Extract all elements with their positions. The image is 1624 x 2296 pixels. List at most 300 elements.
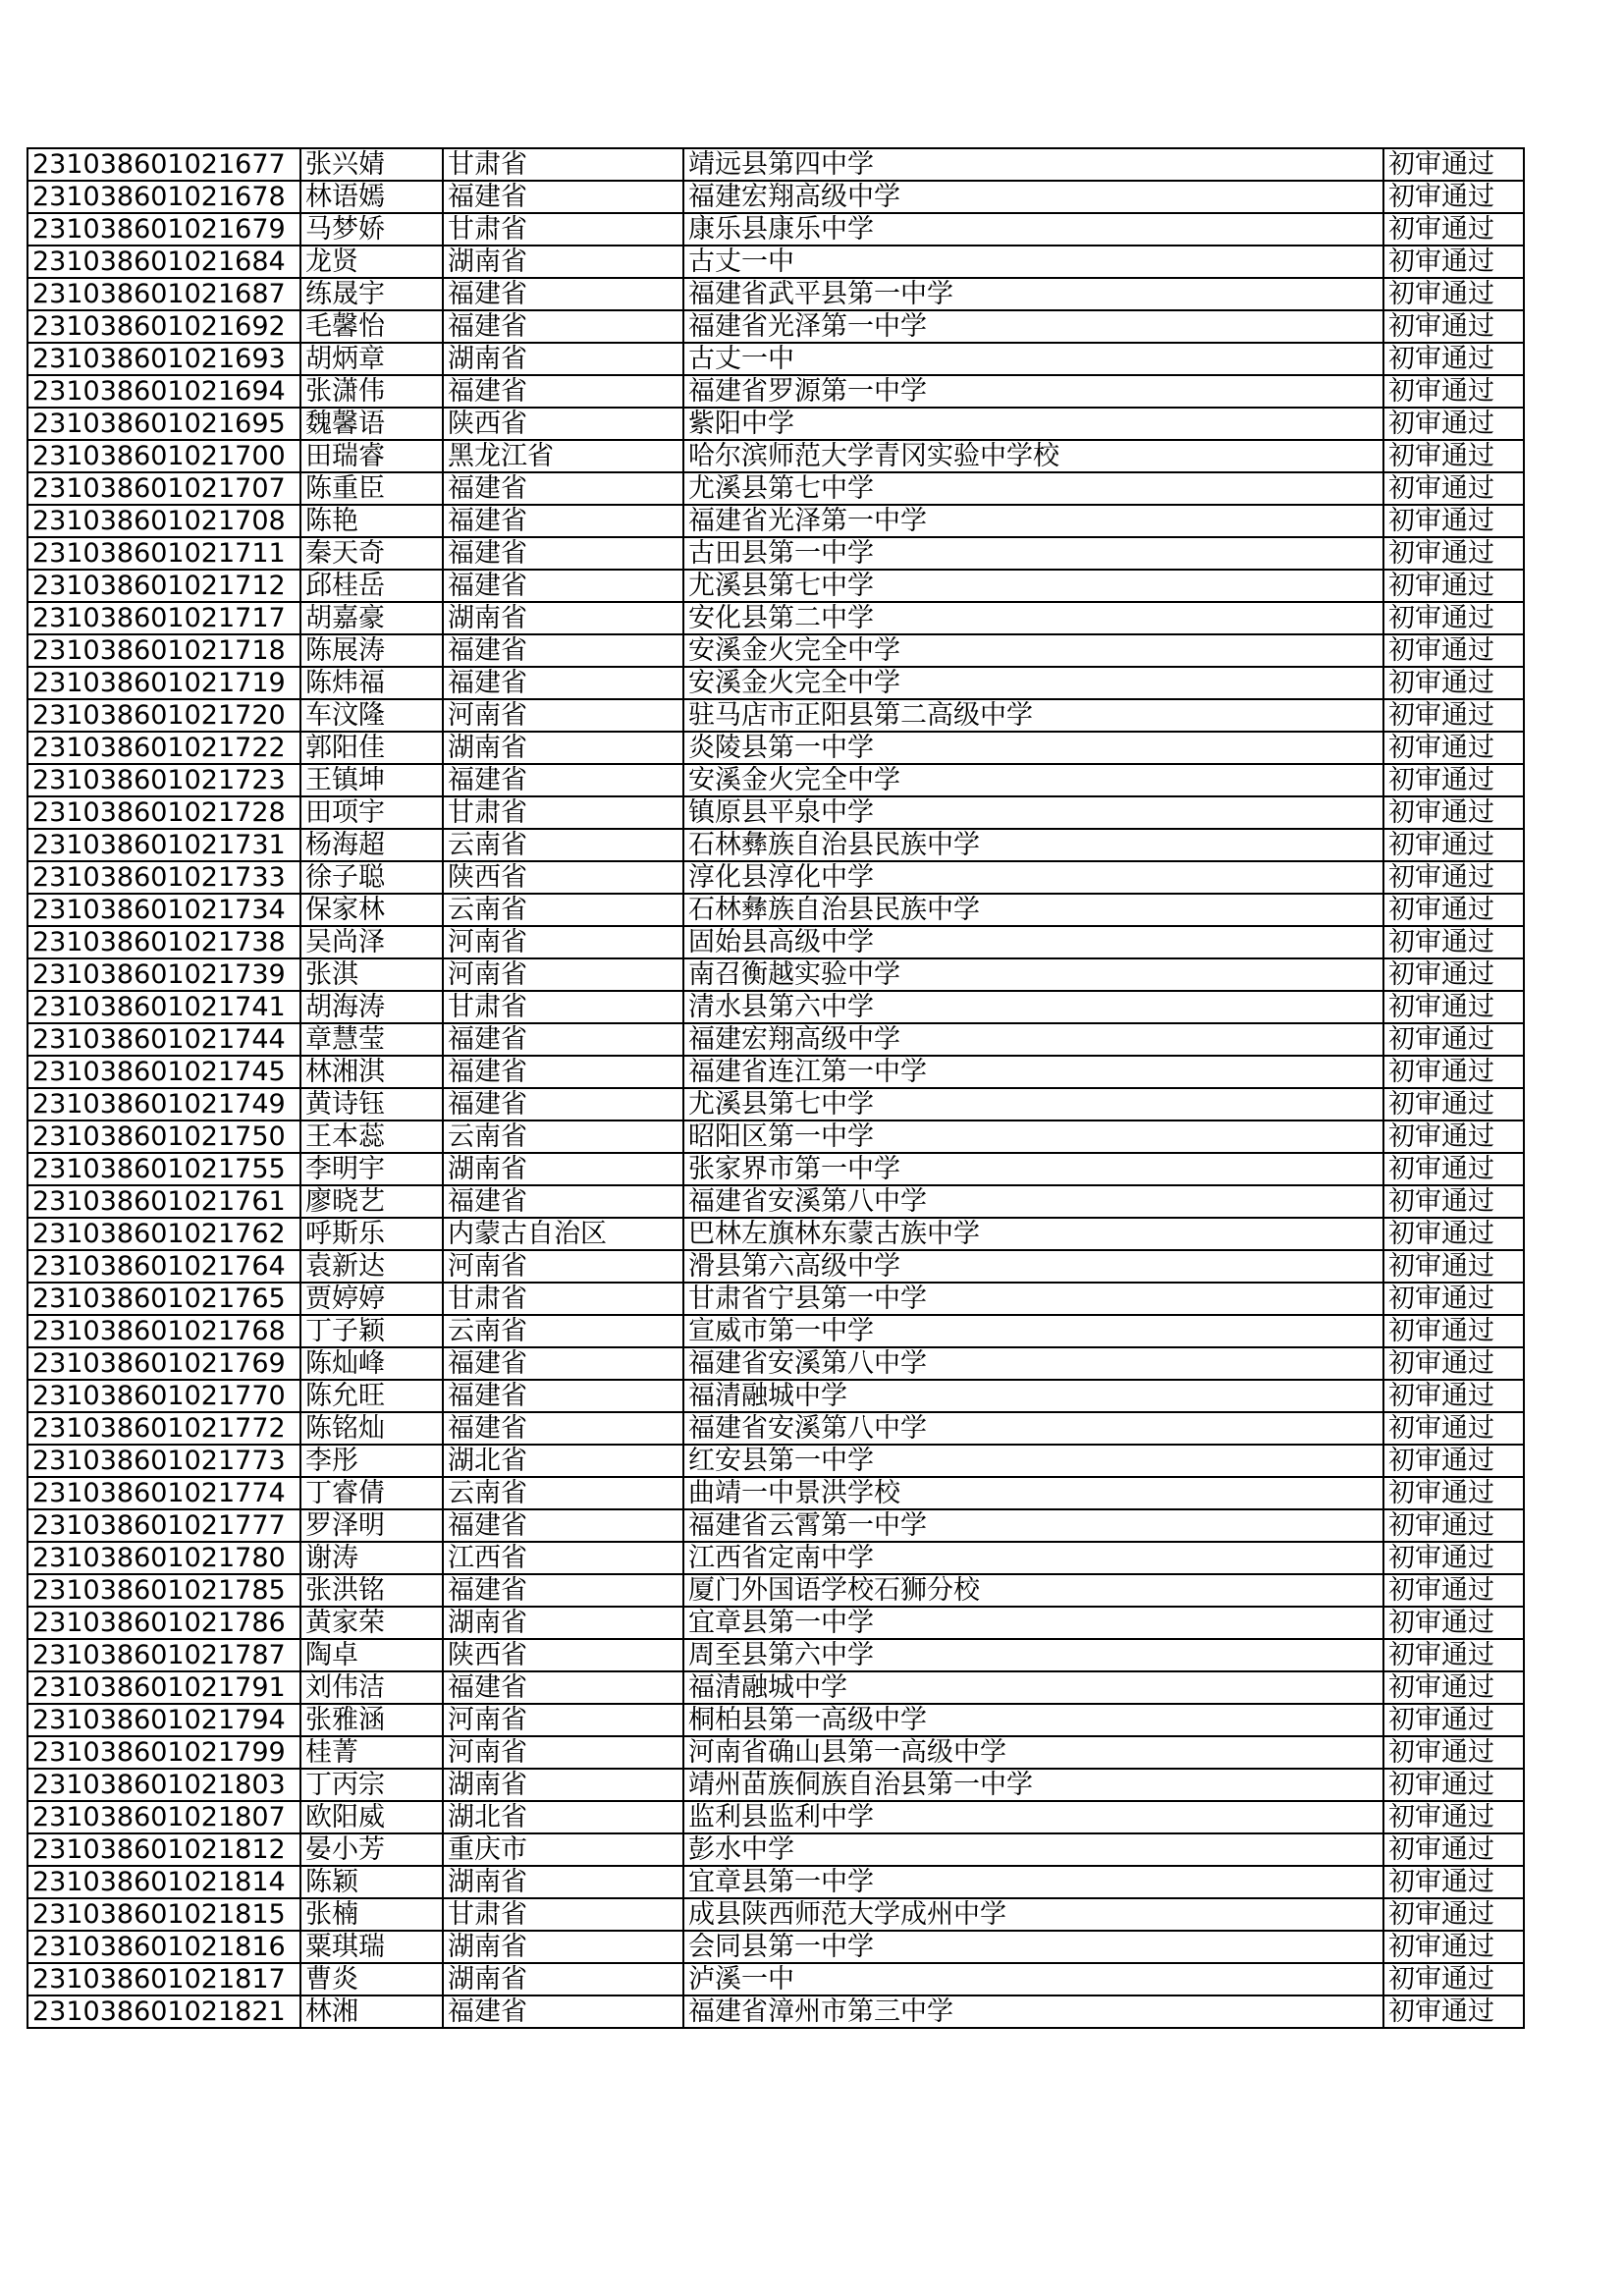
id-cell: 231038601021799 — [27, 1736, 300, 1769]
id-cell: 231038601021807 — [27, 1801, 300, 1833]
school-cell: 靖远县第四中学 — [683, 148, 1383, 181]
school-cell: 昭阳区第一中学 — [683, 1121, 1383, 1153]
province-cell: 福建省 — [443, 1412, 683, 1445]
id-cell: 231038601021722 — [27, 732, 300, 764]
province-cell: 湖南省 — [443, 1769, 683, 1801]
school-cell: 古丈一中 — [683, 246, 1383, 278]
table-row — [27, 1898, 1524, 1931]
status-cell: 初审通过 — [1383, 634, 1524, 667]
status-cell: 初审通过 — [1383, 1704, 1524, 1736]
id-cell: 231038601021787 — [27, 1639, 300, 1671]
status-cell: 初审通过 — [1383, 1445, 1524, 1477]
table-row — [27, 1477, 1524, 1509]
province-cell: 福建省 — [443, 667, 683, 699]
school-cell: 福建省云霄第一中学 — [683, 1509, 1383, 1542]
id-cell: 231038601021785 — [27, 1574, 300, 1607]
province-cell: 甘肃省 — [443, 796, 683, 829]
province-cell: 云南省 — [443, 1121, 683, 1153]
status-cell: 初审通过 — [1383, 894, 1524, 926]
province-cell: 福建省 — [443, 1671, 683, 1704]
school-cell: 古丈一中 — [683, 343, 1383, 375]
name-cell: 粟琪瑞 — [300, 1931, 443, 1963]
name-cell: 胡嘉豪 — [300, 602, 443, 634]
name-cell: 林湘淇 — [300, 1056, 443, 1088]
school-cell: 成县陕西师范大学成州中学 — [683, 1898, 1383, 1931]
status-cell: 初审通过 — [1383, 1056, 1524, 1088]
school-cell: 安化县第二中学 — [683, 602, 1383, 634]
name-cell: 龙贤 — [300, 246, 443, 278]
province-cell: 陕西省 — [443, 408, 683, 440]
status-cell: 初审通过 — [1383, 1574, 1524, 1607]
name-cell: 黄家荣 — [300, 1607, 443, 1639]
school-cell: 福建省光泽第一中学 — [683, 310, 1383, 343]
table-row — [27, 343, 1524, 375]
province-cell: 河南省 — [443, 1250, 683, 1283]
id-cell: 231038601021711 — [27, 537, 300, 570]
name-cell: 黄诗钰 — [300, 1088, 443, 1121]
school-cell: 江西省定南中学 — [683, 1542, 1383, 1574]
status-cell: 初审通过 — [1383, 505, 1524, 537]
school-cell: 会同县第一中学 — [683, 1931, 1383, 1963]
id-cell: 231038601021812 — [27, 1833, 300, 1866]
name-cell: 丁睿倩 — [300, 1477, 443, 1509]
table-row — [27, 991, 1524, 1023]
province-cell: 福建省 — [443, 764, 683, 796]
name-cell: 林湘 — [300, 1995, 443, 2028]
id-cell: 231038601021770 — [27, 1380, 300, 1412]
school-cell: 淳化县淳化中学 — [683, 861, 1383, 894]
school-cell: 石林彝族自治县民族中学 — [683, 829, 1383, 861]
school-cell: 周至县第六中学 — [683, 1639, 1383, 1671]
school-cell: 宜章县第一中学 — [683, 1866, 1383, 1898]
table-row — [27, 1347, 1524, 1380]
status-cell: 初审通过 — [1383, 310, 1524, 343]
province-cell: 福建省 — [443, 1509, 683, 1542]
province-cell: 河南省 — [443, 699, 683, 732]
name-cell: 张洪铭 — [300, 1574, 443, 1607]
name-cell: 罗泽明 — [300, 1509, 443, 1542]
table-row — [27, 408, 1524, 440]
id-cell: 231038601021786 — [27, 1607, 300, 1639]
province-cell: 福建省 — [443, 1185, 683, 1218]
school-cell: 尤溪县第七中学 — [683, 570, 1383, 602]
school-cell: 古田县第一中学 — [683, 537, 1383, 570]
id-cell: 231038601021677 — [27, 148, 300, 181]
province-cell: 云南省 — [443, 894, 683, 926]
school-cell: 尤溪县第七中学 — [683, 1088, 1383, 1121]
province-cell: 湖南省 — [443, 1607, 683, 1639]
id-cell: 231038601021708 — [27, 505, 300, 537]
id-cell: 231038601021738 — [27, 926, 300, 958]
status-cell: 初审通过 — [1383, 440, 1524, 472]
name-cell: 贾婷婷 — [300, 1283, 443, 1315]
name-cell: 晏小芳 — [300, 1833, 443, 1866]
province-cell: 江西省 — [443, 1542, 683, 1574]
name-cell: 田项宇 — [300, 796, 443, 829]
school-cell: 宣威市第一中学 — [683, 1315, 1383, 1347]
status-cell: 初审通过 — [1383, 1898, 1524, 1931]
table-row — [27, 1736, 1524, 1769]
table-row — [27, 1153, 1524, 1185]
table-row — [27, 310, 1524, 343]
name-cell: 谢涛 — [300, 1542, 443, 1574]
status-cell: 初审通过 — [1383, 1866, 1524, 1898]
table-row — [27, 505, 1524, 537]
province-cell: 湖北省 — [443, 1801, 683, 1833]
province-cell: 云南省 — [443, 1477, 683, 1509]
status-cell: 初审通过 — [1383, 829, 1524, 861]
name-cell: 李明宇 — [300, 1153, 443, 1185]
school-cell: 驻马店市正阳县第二高级中学 — [683, 699, 1383, 732]
id-cell: 231038601021777 — [27, 1509, 300, 1542]
school-cell: 安溪金火完全中学 — [683, 634, 1383, 667]
table-row — [27, 1671, 1524, 1704]
school-cell: 哈尔滨师范大学青冈实验中学校 — [683, 440, 1383, 472]
status-cell: 初审通过 — [1383, 667, 1524, 699]
id-cell: 231038601021694 — [27, 375, 300, 408]
table-row — [27, 699, 1524, 732]
id-cell: 231038601021780 — [27, 1542, 300, 1574]
name-cell: 丁子颖 — [300, 1315, 443, 1347]
status-cell: 初审通过 — [1383, 1185, 1524, 1218]
school-cell: 尤溪县第七中学 — [683, 472, 1383, 505]
table-row — [27, 1607, 1524, 1639]
status-cell: 初审通过 — [1383, 764, 1524, 796]
table-row — [27, 667, 1524, 699]
status-cell: 初审通过 — [1383, 1250, 1524, 1283]
id-cell: 231038601021700 — [27, 440, 300, 472]
status-cell: 初审通过 — [1383, 1477, 1524, 1509]
school-cell: 泸溪一中 — [683, 1963, 1383, 1995]
id-cell: 231038601021734 — [27, 894, 300, 926]
name-cell: 陈允旺 — [300, 1380, 443, 1412]
name-cell: 张雅涵 — [300, 1704, 443, 1736]
table-row — [27, 246, 1524, 278]
province-cell: 福建省 — [443, 278, 683, 310]
id-cell: 231038601021739 — [27, 958, 300, 991]
table-row — [27, 213, 1524, 246]
name-cell: 魏馨语 — [300, 408, 443, 440]
status-cell: 初审通过 — [1383, 213, 1524, 246]
status-cell: 初审通过 — [1383, 472, 1524, 505]
status-cell: 初审通过 — [1383, 1769, 1524, 1801]
province-cell: 福建省 — [443, 1574, 683, 1607]
status-cell: 初审通过 — [1383, 1380, 1524, 1412]
status-cell: 初审通过 — [1383, 408, 1524, 440]
school-cell: 福建宏翔高级中学 — [683, 1023, 1383, 1056]
province-cell: 福建省 — [443, 537, 683, 570]
status-cell: 初审通过 — [1383, 1347, 1524, 1380]
name-cell: 廖晓艺 — [300, 1185, 443, 1218]
province-cell: 福建省 — [443, 310, 683, 343]
table-row — [27, 1121, 1524, 1153]
status-cell: 初审通过 — [1383, 1509, 1524, 1542]
status-cell: 初审通过 — [1383, 1088, 1524, 1121]
school-cell: 厦门外国语学校石狮分校 — [683, 1574, 1383, 1607]
id-cell: 231038601021773 — [27, 1445, 300, 1477]
province-cell: 甘肃省 — [443, 1283, 683, 1315]
name-cell: 胡海涛 — [300, 991, 443, 1023]
school-cell: 固始县高级中学 — [683, 926, 1383, 958]
table-row — [27, 148, 1524, 181]
id-cell: 231038601021765 — [27, 1283, 300, 1315]
table-row — [27, 1185, 1524, 1218]
name-cell: 陈艳 — [300, 505, 443, 537]
name-cell: 胡炳章 — [300, 343, 443, 375]
table-row — [27, 1250, 1524, 1283]
school-cell: 曲靖一中景洪学校 — [683, 1477, 1383, 1509]
status-cell: 初审通过 — [1383, 1833, 1524, 1866]
province-cell: 福建省 — [443, 375, 683, 408]
province-cell: 云南省 — [443, 1315, 683, 1347]
id-cell: 231038601021693 — [27, 343, 300, 375]
name-cell: 陈灿峰 — [300, 1347, 443, 1380]
table-row — [27, 634, 1524, 667]
school-cell: 滑县第六高级中学 — [683, 1250, 1383, 1283]
name-cell: 陈铭灿 — [300, 1412, 443, 1445]
status-cell: 初审通过 — [1383, 1315, 1524, 1347]
status-cell: 初审通过 — [1383, 1639, 1524, 1671]
status-cell: 初审通过 — [1383, 375, 1524, 408]
status-cell: 初审通过 — [1383, 1218, 1524, 1250]
table-row — [27, 926, 1524, 958]
province-cell: 黑龙江省 — [443, 440, 683, 472]
name-cell: 王本蕊 — [300, 1121, 443, 1153]
province-cell: 福建省 — [443, 505, 683, 537]
status-cell: 初审通过 — [1383, 602, 1524, 634]
id-cell: 231038601021717 — [27, 602, 300, 634]
status-cell: 初审通过 — [1383, 796, 1524, 829]
name-cell: 袁新达 — [300, 1250, 443, 1283]
name-cell: 陈展涛 — [300, 634, 443, 667]
id-cell: 231038601021772 — [27, 1412, 300, 1445]
id-cell: 231038601021768 — [27, 1315, 300, 1347]
province-cell: 陕西省 — [443, 861, 683, 894]
school-cell: 福建省安溪第八中学 — [683, 1185, 1383, 1218]
table-row — [27, 440, 1524, 472]
table-row — [27, 958, 1524, 991]
province-cell: 甘肃省 — [443, 148, 683, 181]
status-cell: 初审通过 — [1383, 148, 1524, 181]
province-cell: 陕西省 — [443, 1639, 683, 1671]
school-cell: 福建省安溪第八中学 — [683, 1347, 1383, 1380]
status-cell: 初审通过 — [1383, 1736, 1524, 1769]
name-cell: 桂菁 — [300, 1736, 443, 1769]
name-cell: 张淇 — [300, 958, 443, 991]
table-row — [27, 829, 1524, 861]
school-cell: 安溪金火完全中学 — [683, 667, 1383, 699]
status-cell: 初审通过 — [1383, 1153, 1524, 1185]
id-cell: 231038601021755 — [27, 1153, 300, 1185]
province-cell: 福建省 — [443, 634, 683, 667]
id-cell: 231038601021816 — [27, 1931, 300, 1963]
province-cell: 甘肃省 — [443, 213, 683, 246]
province-cell: 福建省 — [443, 1023, 683, 1056]
school-cell: 紫阳中学 — [683, 408, 1383, 440]
name-cell: 练晟宇 — [300, 278, 443, 310]
name-cell: 李彤 — [300, 1445, 443, 1477]
results-table — [27, 147, 1525, 2029]
table-row — [27, 861, 1524, 894]
school-cell: 河南省确山县第一高级中学 — [683, 1736, 1383, 1769]
id-cell: 231038601021764 — [27, 1250, 300, 1283]
status-cell: 初审通过 — [1383, 278, 1524, 310]
status-cell: 初审通过 — [1383, 1963, 1524, 1995]
id-cell: 231038601021791 — [27, 1671, 300, 1704]
school-cell: 福建省武平县第一中学 — [683, 278, 1383, 310]
province-cell: 重庆市 — [443, 1833, 683, 1866]
results-table-body — [27, 148, 1524, 2028]
school-cell: 福清融城中学 — [683, 1380, 1383, 1412]
status-cell: 初审通过 — [1383, 732, 1524, 764]
province-cell: 河南省 — [443, 1704, 683, 1736]
name-cell: 徐子聪 — [300, 861, 443, 894]
school-cell: 石林彝族自治县民族中学 — [683, 894, 1383, 926]
id-cell: 231038601021761 — [27, 1185, 300, 1218]
name-cell: 欧阳威 — [300, 1801, 443, 1833]
id-cell: 231038601021718 — [27, 634, 300, 667]
province-cell: 福建省 — [443, 472, 683, 505]
table-row — [27, 1866, 1524, 1898]
id-cell: 231038601021741 — [27, 991, 300, 1023]
table-row — [27, 1704, 1524, 1736]
id-cell: 231038601021769 — [27, 1347, 300, 1380]
id-cell: 231038601021815 — [27, 1898, 300, 1931]
id-cell: 231038601021728 — [27, 796, 300, 829]
name-cell: 曹炎 — [300, 1963, 443, 1995]
table-row — [27, 1509, 1524, 1542]
school-cell: 宜章县第一中学 — [683, 1607, 1383, 1639]
province-cell: 湖南省 — [443, 602, 683, 634]
province-cell: 甘肃省 — [443, 1898, 683, 1931]
name-cell: 陈炜福 — [300, 667, 443, 699]
id-cell: 231038601021687 — [27, 278, 300, 310]
status-cell: 初审通过 — [1383, 1542, 1524, 1574]
name-cell: 田瑞睿 — [300, 440, 443, 472]
status-cell: 初审通过 — [1383, 1023, 1524, 1056]
name-cell: 陈颖 — [300, 1866, 443, 1898]
school-cell: 康乐县康乐中学 — [683, 213, 1383, 246]
table-row — [27, 1963, 1524, 1995]
id-cell: 231038601021821 — [27, 1995, 300, 2028]
id-cell: 231038601021733 — [27, 861, 300, 894]
name-cell: 秦天奇 — [300, 537, 443, 570]
school-cell: 镇原县平泉中学 — [683, 796, 1383, 829]
province-cell: 河南省 — [443, 926, 683, 958]
table-row — [27, 1023, 1524, 1056]
table-row — [27, 278, 1524, 310]
name-cell: 林语嫣 — [300, 181, 443, 213]
name-cell: 保家林 — [300, 894, 443, 926]
school-cell: 福建省光泽第一中学 — [683, 505, 1383, 537]
province-cell: 云南省 — [443, 829, 683, 861]
name-cell: 杨海超 — [300, 829, 443, 861]
province-cell: 河南省 — [443, 1736, 683, 1769]
table-row — [27, 181, 1524, 213]
province-cell: 湖南省 — [443, 1153, 683, 1185]
name-cell: 郭阳佳 — [300, 732, 443, 764]
province-cell: 内蒙古自治区 — [443, 1218, 683, 1250]
table-row — [27, 764, 1524, 796]
table-row — [27, 796, 1524, 829]
school-cell: 炎陵县第一中学 — [683, 732, 1383, 764]
table-row — [27, 1931, 1524, 1963]
table-row — [27, 1088, 1524, 1121]
table-row — [27, 1412, 1524, 1445]
id-cell: 231038601021817 — [27, 1963, 300, 1995]
id-cell: 231038601021745 — [27, 1056, 300, 1088]
province-cell: 河南省 — [443, 958, 683, 991]
table-row — [27, 1056, 1524, 1088]
school-cell: 南召衡越实验中学 — [683, 958, 1383, 991]
name-cell: 毛馨怡 — [300, 310, 443, 343]
table-row — [27, 1995, 1524, 2028]
table-row — [27, 1639, 1524, 1671]
status-cell: 初审通过 — [1383, 1995, 1524, 2028]
school-cell: 巴林左旗林东蒙古族中学 — [683, 1218, 1383, 1250]
table-row — [27, 537, 1524, 570]
province-cell: 福建省 — [443, 1347, 683, 1380]
id-cell: 231038601021720 — [27, 699, 300, 732]
id-cell: 231038601021803 — [27, 1769, 300, 1801]
province-cell: 福建省 — [443, 1056, 683, 1088]
id-cell: 231038601021692 — [27, 310, 300, 343]
name-cell: 张潇伟 — [300, 375, 443, 408]
table-row — [27, 732, 1524, 764]
school-cell: 福建省连江第一中学 — [683, 1056, 1383, 1088]
province-cell: 福建省 — [443, 1088, 683, 1121]
school-cell: 桐柏县第一高级中学 — [683, 1704, 1383, 1736]
province-cell: 福建省 — [443, 1995, 683, 2028]
name-cell: 车汶隆 — [300, 699, 443, 732]
id-cell: 231038601021794 — [27, 1704, 300, 1736]
province-cell: 湖北省 — [443, 1445, 683, 1477]
status-cell: 初审通过 — [1383, 181, 1524, 213]
province-cell: 福建省 — [443, 181, 683, 213]
id-cell: 231038601021814 — [27, 1866, 300, 1898]
table-row — [27, 1801, 1524, 1833]
school-cell: 福清融城中学 — [683, 1671, 1383, 1704]
school-cell: 清水县第六中学 — [683, 991, 1383, 1023]
name-cell: 陈重臣 — [300, 472, 443, 505]
table-row — [27, 1445, 1524, 1477]
province-cell: 湖南省 — [443, 1866, 683, 1898]
name-cell: 章慧莹 — [300, 1023, 443, 1056]
province-cell: 湖南省 — [443, 1963, 683, 1995]
name-cell: 呼斯乐 — [300, 1218, 443, 1250]
name-cell: 邱桂岳 — [300, 570, 443, 602]
status-cell: 初审通过 — [1383, 1801, 1524, 1833]
table-row — [27, 1574, 1524, 1607]
province-cell: 湖南省 — [443, 343, 683, 375]
id-cell: 231038601021707 — [27, 472, 300, 505]
school-cell: 福建宏翔高级中学 — [683, 181, 1383, 213]
status-cell: 初审通过 — [1383, 861, 1524, 894]
table-row — [27, 1833, 1524, 1866]
province-cell: 湖南省 — [443, 246, 683, 278]
school-cell: 张家界市第一中学 — [683, 1153, 1383, 1185]
province-cell: 湖南省 — [443, 732, 683, 764]
province-cell: 湖南省 — [443, 1931, 683, 1963]
status-cell: 初审通过 — [1383, 570, 1524, 602]
id-cell: 231038601021719 — [27, 667, 300, 699]
table-row — [27, 1380, 1524, 1412]
table-row — [27, 472, 1524, 505]
province-cell: 甘肃省 — [443, 991, 683, 1023]
table-row — [27, 1315, 1524, 1347]
status-cell: 初审通过 — [1383, 991, 1524, 1023]
table-row — [27, 1283, 1524, 1315]
